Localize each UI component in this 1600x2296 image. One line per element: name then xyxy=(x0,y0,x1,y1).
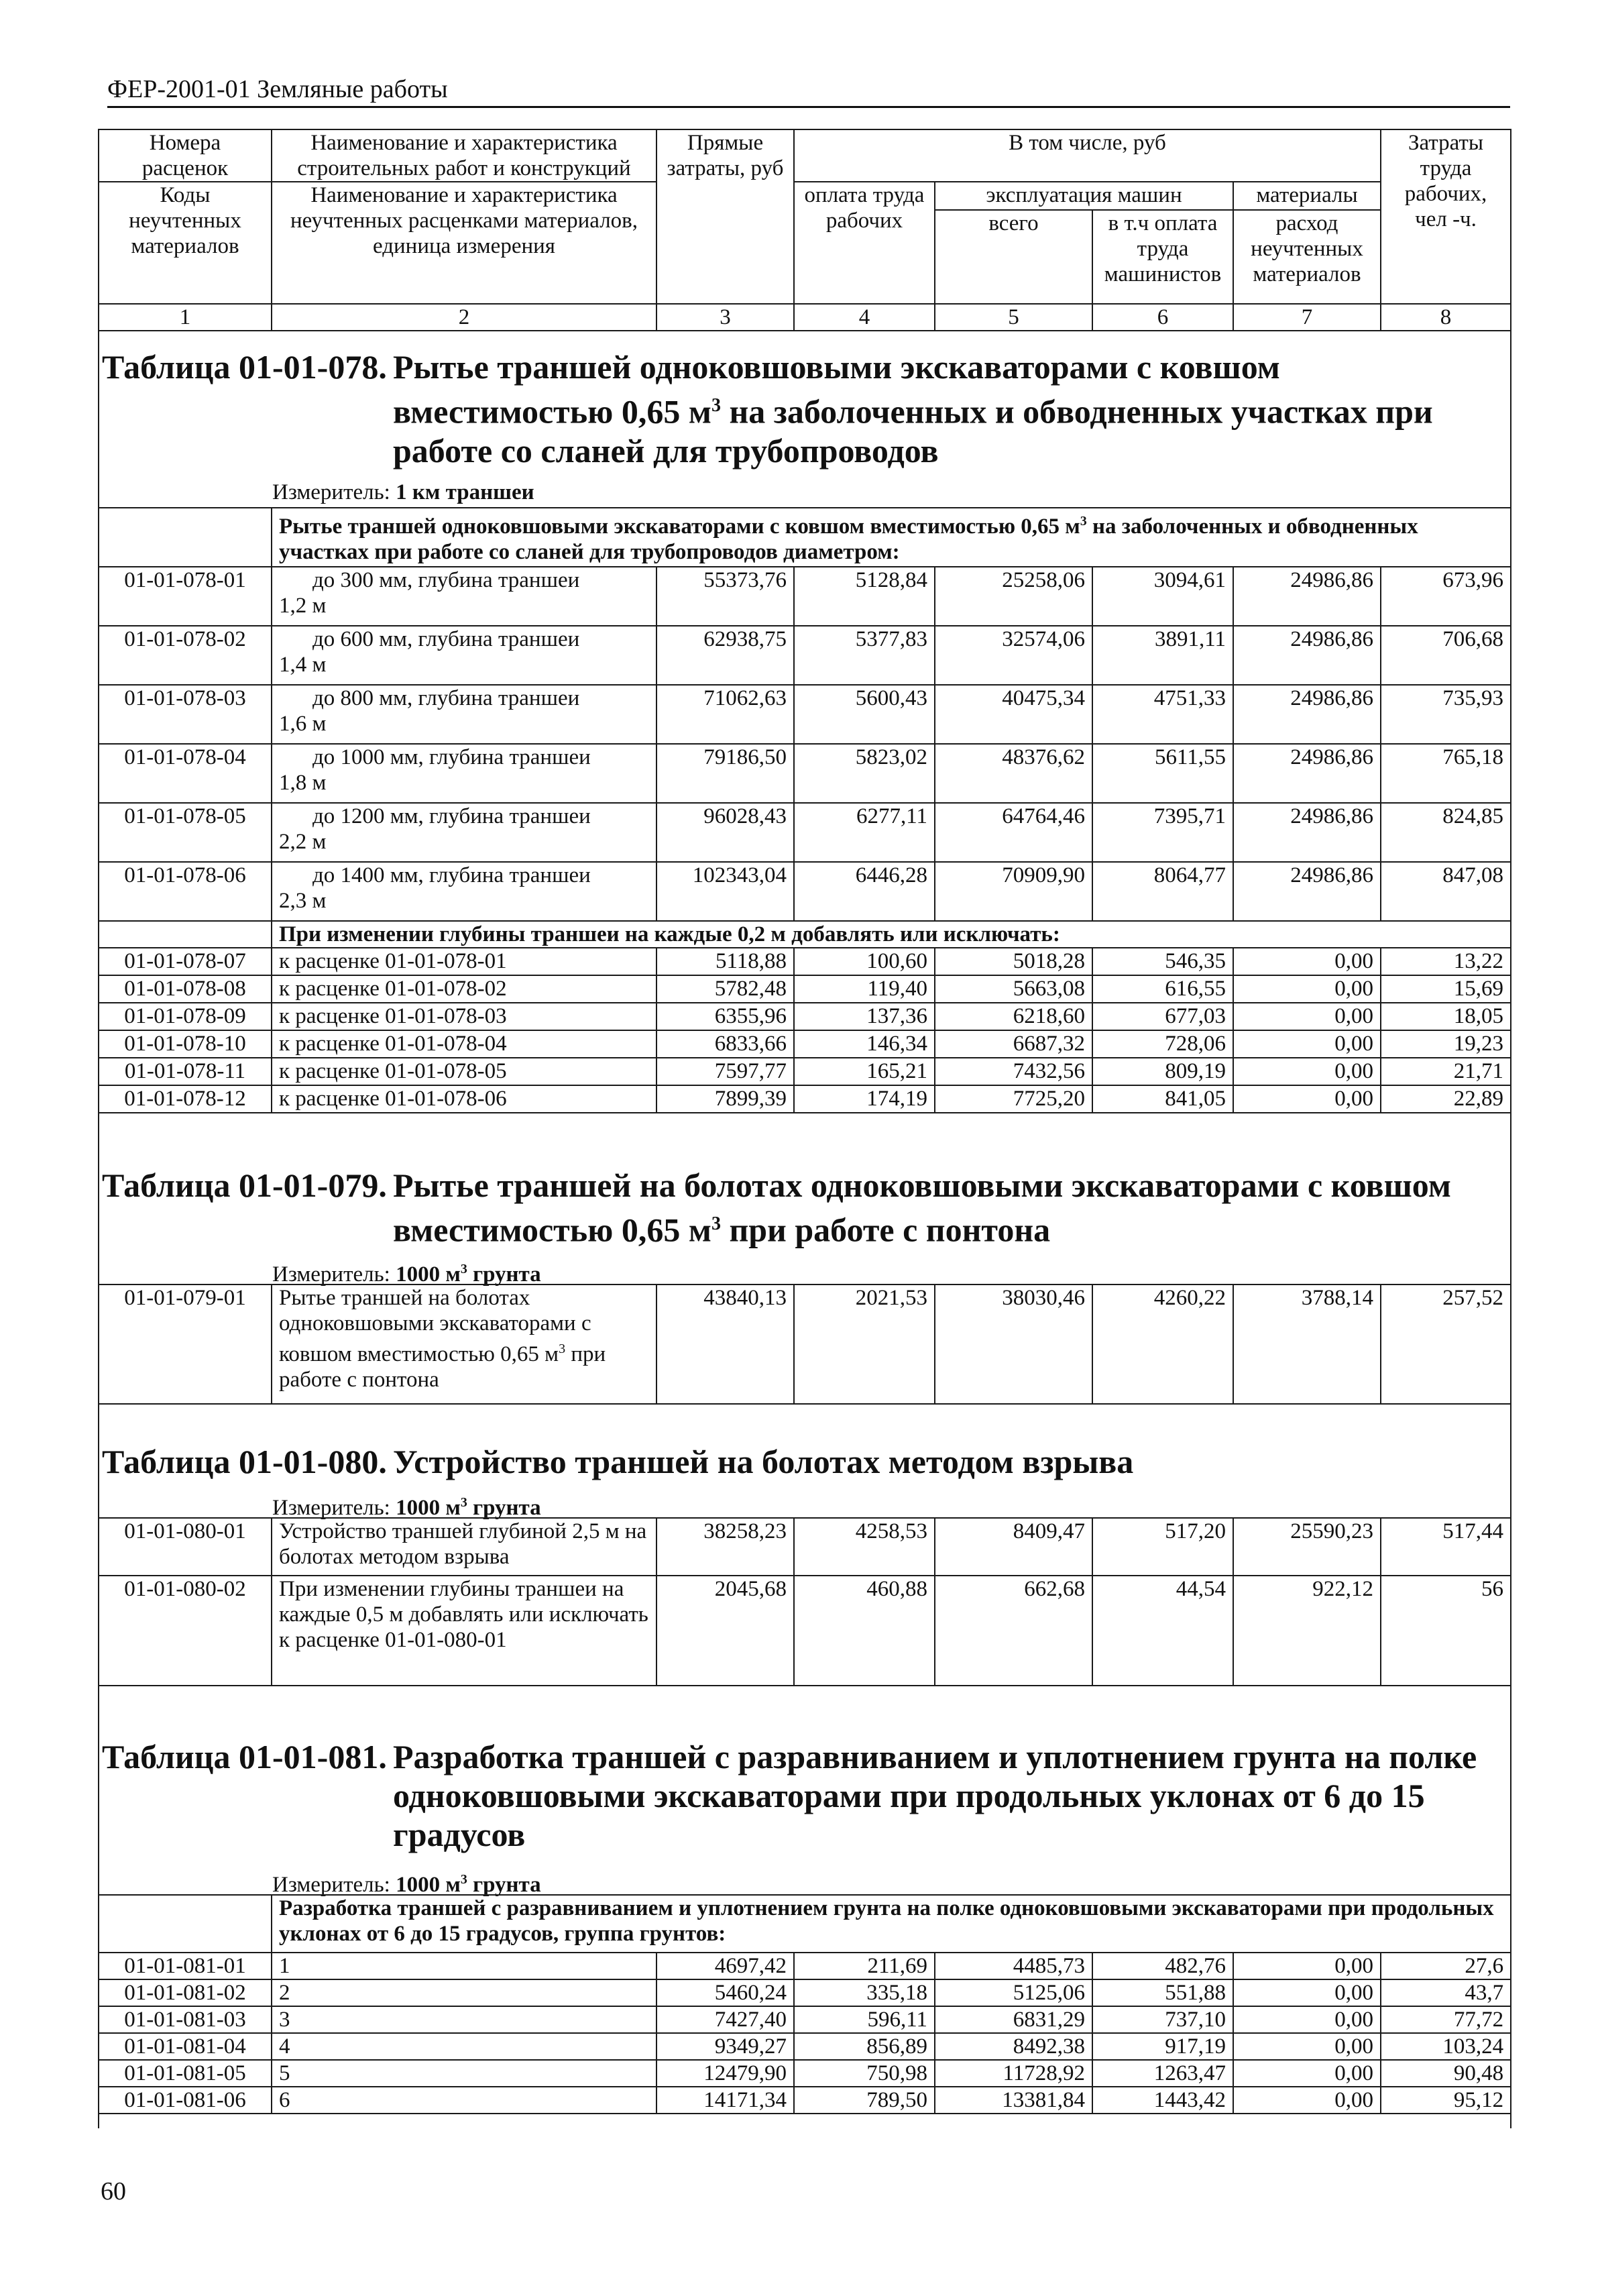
direct-costs: 7427,40 xyxy=(656,2006,794,2033)
materials-cost: 24986,86 xyxy=(1233,803,1381,862)
materials-cost: 24986,86 xyxy=(1233,567,1381,626)
labor-hours: 95,12 xyxy=(1381,2087,1511,2114)
direct-costs: 6355,96 xyxy=(656,1003,794,1030)
table-row xyxy=(99,1518,1511,1576)
header-labor-pay: оплата труда рабочих xyxy=(794,182,935,304)
labor-pay: 6277,11 xyxy=(794,803,935,862)
direct-costs: 7597,77 xyxy=(656,1058,794,1085)
direct-costs: 38258,23 xyxy=(656,1518,794,1576)
machine-cost: 6218,60 xyxy=(935,1003,1092,1030)
materials-cost: 3788,14 xyxy=(1233,1284,1381,1404)
table-title-text: Рытье траншей на болотах одноковшовыми экскаваторами с ковшом вместимостью 0,65 $м^3$ при работе с понтона xyxy=(393,1166,1451,1249)
rate-code: 01-01-078-07 xyxy=(99,948,272,975)
col-number: 3 xyxy=(656,304,794,331)
labor-pay: 856,89 xyxy=(794,2033,935,2060)
machine-cost: 662,68 xyxy=(935,1576,1092,1686)
machine-cost: 5018,28 xyxy=(935,948,1092,975)
machinist-pay: 1443,42 xyxy=(1092,2087,1233,2114)
materials-cost: 0,00 xyxy=(1233,2006,1381,2033)
rate-code: 01-01-078-03 xyxy=(99,685,272,744)
rate-code: 01-01-081-06 xyxy=(99,2087,272,2114)
table-081-title xyxy=(98,1737,1510,1858)
col-number: 1 xyxy=(99,304,272,331)
machinist-pay: 546,35 xyxy=(1092,948,1233,975)
machinist-pay: 4751,33 xyxy=(1092,685,1233,744)
machinist-pay: 8064,77 xyxy=(1092,862,1233,921)
materials-cost: 0,00 xyxy=(1233,1003,1381,1030)
machinist-pay: 44,54 xyxy=(1092,1576,1233,1686)
header-material-codes: Коды неучтенных материалов xyxy=(99,182,272,304)
rate-code: 01-01-078-06 xyxy=(99,862,272,921)
labor-pay: 5377,83 xyxy=(794,626,935,685)
rate-code: 01-01-078-01 xyxy=(99,567,272,626)
machinist-pay: 737,10 xyxy=(1092,2006,1233,2033)
labor-pay: 137,36 xyxy=(794,1003,935,1030)
table-row xyxy=(99,975,1511,1003)
labor-hours: 103,24 xyxy=(1381,2033,1511,2060)
labor-hours: 21,71 xyxy=(1381,1058,1511,1085)
table-078-body xyxy=(98,507,1511,1113)
machine-cost: 5125,06 xyxy=(935,1979,1092,2006)
direct-costs: 102343,04 xyxy=(656,862,794,921)
labor-hours: 673,96 xyxy=(1381,567,1511,626)
col-number: 2 xyxy=(272,304,656,331)
rate-code: 01-01-078-09 xyxy=(99,1003,272,1030)
table-row xyxy=(99,2033,1511,2060)
header-materials: материалы xyxy=(1233,182,1381,210)
table-078-meter: Измеритель: 1 км траншеи xyxy=(272,480,534,504)
header-material-name: Наименование и характеристика неучтенных расценками материалов, единица измерения xyxy=(272,182,656,304)
work-name: до 600 мм, глубина траншеи 1,4 м xyxy=(272,626,656,685)
labor-hours: 257,52 xyxy=(1381,1284,1511,1404)
machine-cost: 48376,62 xyxy=(935,744,1092,803)
machinist-pay: 7395,71 xyxy=(1092,803,1233,862)
labor-hours: 735,93 xyxy=(1381,685,1511,744)
materials-cost: 24986,86 xyxy=(1233,744,1381,803)
machinist-pay: 616,55 xyxy=(1092,975,1233,1003)
direct-costs: 6833,66 xyxy=(656,1030,794,1058)
labor-pay: 174,19 xyxy=(794,1085,935,1113)
rate-code: 01-01-078-10 xyxy=(99,1030,272,1058)
machine-cost: 13381,84 xyxy=(935,2087,1092,2114)
table-079-body xyxy=(98,1284,1511,1405)
labor-pay: 146,34 xyxy=(794,1030,935,1058)
direct-costs: 12479,90 xyxy=(656,2060,794,2087)
direct-costs: 9349,27 xyxy=(656,2033,794,2060)
table-label: Таблица 01-01-079. xyxy=(102,1166,387,1204)
machine-cost: 25258,06 xyxy=(935,567,1092,626)
work-name: к расценке 01-01-078-03 xyxy=(272,1003,656,1030)
direct-costs: 79186,50 xyxy=(656,744,794,803)
machine-cost: 6831,29 xyxy=(935,2006,1092,2033)
labor-pay: 596,11 xyxy=(794,2006,935,2033)
table-row xyxy=(99,1030,1511,1058)
table-row xyxy=(99,1085,1511,1113)
labor-pay: 2021,53 xyxy=(794,1284,935,1404)
table-title-text: Разработка траншей с разравниванием и уплотнением грунта на полке одноковшовыми экскаваторами при продольных уклонах от 6 до 15 градусов xyxy=(393,1738,1477,1853)
labor-hours: 77,72 xyxy=(1381,2006,1511,2033)
work-name: При изменении глубины траншеи на каждые 0,5 м добавлять или исключать к расценке 01-01-080-01 xyxy=(272,1576,656,1686)
labor-pay: 750,98 xyxy=(794,2060,935,2087)
machine-cost: 6687,32 xyxy=(935,1030,1092,1058)
labor-hours: 90,48 xyxy=(1381,2060,1511,2087)
work-name: 2 xyxy=(272,1979,656,2006)
work-name: 3 xyxy=(272,2006,656,2033)
labor-pay: 119,40 xyxy=(794,975,935,1003)
header-machine-operation: эксплуатация машин xyxy=(935,182,1233,210)
machine-cost: 5663,08 xyxy=(935,975,1092,1003)
machine-cost: 32574,06 xyxy=(935,626,1092,685)
materials-cost: 0,00 xyxy=(1233,1085,1381,1113)
materials-cost: 0,00 xyxy=(1233,1979,1381,2006)
labor-hours: 56 xyxy=(1381,1576,1511,1686)
machinist-pay: 3891,11 xyxy=(1092,626,1233,685)
direct-costs: 71062,63 xyxy=(656,685,794,744)
rate-code: 01-01-081-02 xyxy=(99,1979,272,2006)
materials-cost: 0,00 xyxy=(1233,1058,1381,1085)
materials-cost: 24986,86 xyxy=(1233,685,1381,744)
materials-cost: 922,12 xyxy=(1233,1576,1381,1686)
rate-code: 01-01-080-02 xyxy=(99,1576,272,1686)
labor-pay: 5823,02 xyxy=(794,744,935,803)
work-name: Устройство траншей глубиной 2,5 м на болотах методом взрыва xyxy=(272,1518,656,1576)
labor-pay: 789,50 xyxy=(794,2087,935,2114)
col-number: 4 xyxy=(794,304,935,331)
table-row xyxy=(99,626,1511,685)
table-row xyxy=(99,1058,1511,1085)
work-name: к расценке 01-01-078-05 xyxy=(272,1058,656,1085)
materials-cost: 0,00 xyxy=(1233,1030,1381,1058)
group-heading: Рытье траншей одноковшовыми экскаваторами с ковшом вместимостью 0,65 $м^3$ на заболоченных и обводненных участках при работе со сланей для трубопроводов диаметром: xyxy=(272,508,1511,567)
materials-cost: 0,00 xyxy=(1233,2087,1381,2114)
rate-code: 01-01-081-04 xyxy=(99,2033,272,2060)
labor-pay: 4258,53 xyxy=(794,1518,935,1576)
labor-hours: 43,7 xyxy=(1381,1979,1511,2006)
materials-cost: 0,00 xyxy=(1233,975,1381,1003)
work-name: до 800 мм, глубина траншеи 1,6 м xyxy=(272,685,656,744)
direct-costs: 96028,43 xyxy=(656,803,794,862)
rate-code: 01-01-081-05 xyxy=(99,2060,272,2087)
table-title-text: Устройство траншей на болотах методом взрыва xyxy=(393,1443,1134,1480)
labor-pay: 5600,43 xyxy=(794,685,935,744)
col-number: 8 xyxy=(1381,304,1511,331)
labor-hours: 13,22 xyxy=(1381,948,1511,975)
materials-cost: 0,00 xyxy=(1233,2060,1381,2087)
machine-cost: 8492,38 xyxy=(935,2033,1092,2060)
header-labor-costs: Затраты труда рабочих, чел -ч. xyxy=(1381,129,1511,304)
labor-hours: 847,08 xyxy=(1381,862,1511,921)
table-title-text: Рытье траншей одноковшовыми экскаваторами с ковшом вместимостью 0,65 $м^3$ на заболоченных и обводненных участках при работе со сланей для трубопроводов xyxy=(393,348,1433,470)
work-name: 6 xyxy=(272,2087,656,2114)
direct-costs: 5782,48 xyxy=(656,975,794,1003)
table-080-body xyxy=(98,1517,1511,1686)
materials-cost: 0,00 xyxy=(1233,948,1381,975)
machine-cost: 70909,90 xyxy=(935,862,1092,921)
machinist-pay: 1263,47 xyxy=(1092,2060,1233,2087)
col-number: 6 xyxy=(1092,304,1233,331)
header-rate-numbers: Номера расценок xyxy=(99,129,272,182)
table-079-meter: Измеритель: 1000 $м^3$ грунта xyxy=(272,1262,541,1287)
labor-hours: 517,44 xyxy=(1381,1518,1511,1576)
table-row xyxy=(99,1576,1511,1686)
work-name: до 300 мм, глубина траншеи 1,2 м xyxy=(272,567,656,626)
header-material-consumption: расход неучтенных материалов xyxy=(1233,210,1381,304)
labor-hours: 824,85 xyxy=(1381,803,1511,862)
header-direct-costs: Прямые затраты, руб xyxy=(656,129,794,304)
labor-pay: 100,60 xyxy=(794,948,935,975)
table-label: Таблица 01-01-078. xyxy=(102,348,387,386)
labor-pay: 460,88 xyxy=(794,1576,935,1686)
table-row xyxy=(99,744,1511,803)
page-number: 60 xyxy=(101,2177,126,2205)
table-081-meter: Измеритель: 1000 $м^3$ грунта xyxy=(272,1872,541,1897)
labor-pay: 5128,84 xyxy=(794,567,935,626)
table-row xyxy=(99,948,1511,975)
header-work-name: Наименование и характеристика строительных работ и конструкций xyxy=(272,129,656,182)
machine-cost: 7432,56 xyxy=(935,1058,1092,1085)
table-row xyxy=(99,803,1511,862)
work-name: 5 xyxy=(272,2060,656,2087)
machine-cost: 4485,73 xyxy=(935,1953,1092,1979)
machinist-pay: 5611,55 xyxy=(1092,744,1233,803)
work-name: к расценке 01-01-078-06 xyxy=(272,1085,656,1113)
table-080-meter: Измеритель: 1000 $м^3$ грунта xyxy=(272,1495,541,1520)
machinist-pay: 809,19 xyxy=(1092,1058,1233,1085)
labor-hours: 765,18 xyxy=(1381,744,1511,803)
rate-code: 01-01-078-04 xyxy=(99,744,272,803)
table-row xyxy=(99,2087,1511,2114)
table-079-title xyxy=(98,1166,1510,1249)
work-name: к расценке 01-01-078-02 xyxy=(272,975,656,1003)
labor-hours: 18,05 xyxy=(1381,1003,1511,1030)
machine-cost: 38030,46 xyxy=(935,1284,1092,1404)
work-name: к расценке 01-01-078-04 xyxy=(272,1030,656,1058)
table-row xyxy=(99,1979,1511,2006)
direct-costs: 55373,76 xyxy=(656,567,794,626)
machine-cost: 11728,92 xyxy=(935,2060,1092,2087)
labor-hours: 15,69 xyxy=(1381,975,1511,1003)
running-header: ФЕР-2001-01 Земляные работы xyxy=(107,75,1510,108)
direct-costs: 7899,39 xyxy=(656,1085,794,1113)
table-row xyxy=(99,2060,1511,2087)
labor-hours: 22,89 xyxy=(1381,1085,1511,1113)
machine-cost: 8409,47 xyxy=(935,1518,1092,1576)
direct-costs: 5118,88 xyxy=(656,948,794,975)
labor-pay: 165,21 xyxy=(794,1058,935,1085)
materials-cost: 24986,86 xyxy=(1233,862,1381,921)
work-name: до 1000 мм, глубина траншеи 1,8 м xyxy=(272,744,656,803)
col-number: 5 xyxy=(935,304,1092,331)
labor-pay: 211,69 xyxy=(794,1953,935,1979)
machinist-pay: 517,20 xyxy=(1092,1518,1233,1576)
machinist-pay: 917,19 xyxy=(1092,2033,1233,2060)
labor-pay: 6446,28 xyxy=(794,862,935,921)
materials-cost: 0,00 xyxy=(1233,1953,1381,1979)
table-row xyxy=(99,1003,1511,1030)
table-label: Таблица 01-01-081. xyxy=(102,1738,387,1775)
table-row xyxy=(99,862,1511,921)
machine-cost: 7725,20 xyxy=(935,1085,1092,1113)
rate-code: 01-01-080-01 xyxy=(99,1518,272,1576)
rate-code: 01-01-079-01 xyxy=(99,1284,272,1404)
machinist-pay: 551,88 xyxy=(1092,1979,1233,2006)
work-name: до 1400 мм, глубина траншеи 2,3 м xyxy=(272,862,656,921)
table-row xyxy=(99,2006,1511,2033)
machinist-pay: 3094,61 xyxy=(1092,567,1233,626)
materials-cost: 24986,86 xyxy=(1233,626,1381,685)
rate-code: 01-01-078-02 xyxy=(99,626,272,685)
rate-code: 01-01-078-08 xyxy=(99,975,272,1003)
direct-costs: 2045,68 xyxy=(656,1576,794,1686)
direct-costs: 4697,42 xyxy=(656,1953,794,1979)
header-machinist-pay: в т.ч оплата труда машинистов xyxy=(1092,210,1233,304)
header-machine-total: всего xyxy=(935,210,1092,304)
labor-hours: 27,6 xyxy=(1381,1953,1511,1979)
column-header-table xyxy=(98,129,1511,331)
work-name: до 1200 мм, глубина траншеи 2,2 м xyxy=(272,803,656,862)
table-row xyxy=(99,1284,1511,1404)
col-number: 7 xyxy=(1233,304,1381,331)
direct-costs: 43840,13 xyxy=(656,1284,794,1404)
work-name: к расценке 01-01-078-01 xyxy=(272,948,656,975)
labor-pay: 335,18 xyxy=(794,1979,935,2006)
work-name: 4 xyxy=(272,2033,656,2060)
direct-costs: 62938,75 xyxy=(656,626,794,685)
machine-cost: 40475,34 xyxy=(935,685,1092,744)
rate-code: 01-01-078-05 xyxy=(99,803,272,862)
table-078-title xyxy=(98,347,1510,468)
machinist-pay: 728,06 xyxy=(1092,1030,1233,1058)
table-081-body xyxy=(98,1894,1511,2114)
materials-cost: 0,00 xyxy=(1233,2033,1381,2060)
work-name: Рытье траншей на болотах одноковшовыми экскаваторами с ковшом вместимостью 0,65 $м^3$ при работе с понтона xyxy=(272,1284,656,1404)
rate-code: 01-01-081-03 xyxy=(99,2006,272,2033)
rate-code: 01-01-081-01 xyxy=(99,1953,272,1979)
table-row xyxy=(99,1953,1511,1979)
table-080-title xyxy=(98,1442,1510,1482)
header-including: В том числе, руб xyxy=(794,129,1381,182)
table-row xyxy=(99,685,1511,744)
labor-hours: 19,23 xyxy=(1381,1030,1511,1058)
direct-costs: 14171,34 xyxy=(656,2087,794,2114)
machinist-pay: 677,03 xyxy=(1092,1003,1233,1030)
group-heading: Разработка траншей с разравниванием и уплотнением грунта на полке одноковшовыми экскаваторами при продольных уклонах от 6 до 15 градусов, группа грунтов: xyxy=(272,1895,1511,1953)
labor-hours: 706,68 xyxy=(1381,626,1511,685)
machinist-pay: 482,76 xyxy=(1092,1953,1233,1979)
machinist-pay: 4260,22 xyxy=(1092,1284,1233,1404)
rate-code: 01-01-078-12 xyxy=(99,1085,272,1113)
table-row xyxy=(99,567,1511,626)
rate-code: 01-01-078-11 xyxy=(99,1058,272,1085)
machinist-pay: 841,05 xyxy=(1092,1085,1233,1113)
group-heading: При изменении глубины траншеи на каждые 0,2 м добавлять или исключать: xyxy=(272,921,1511,948)
direct-costs: 5460,24 xyxy=(656,1979,794,2006)
machine-cost: 64764,46 xyxy=(935,803,1092,862)
work-name: 1 xyxy=(272,1953,656,1979)
table-label: Таблица 01-01-080. xyxy=(102,1443,387,1480)
materials-cost: 25590,23 xyxy=(1233,1518,1381,1576)
